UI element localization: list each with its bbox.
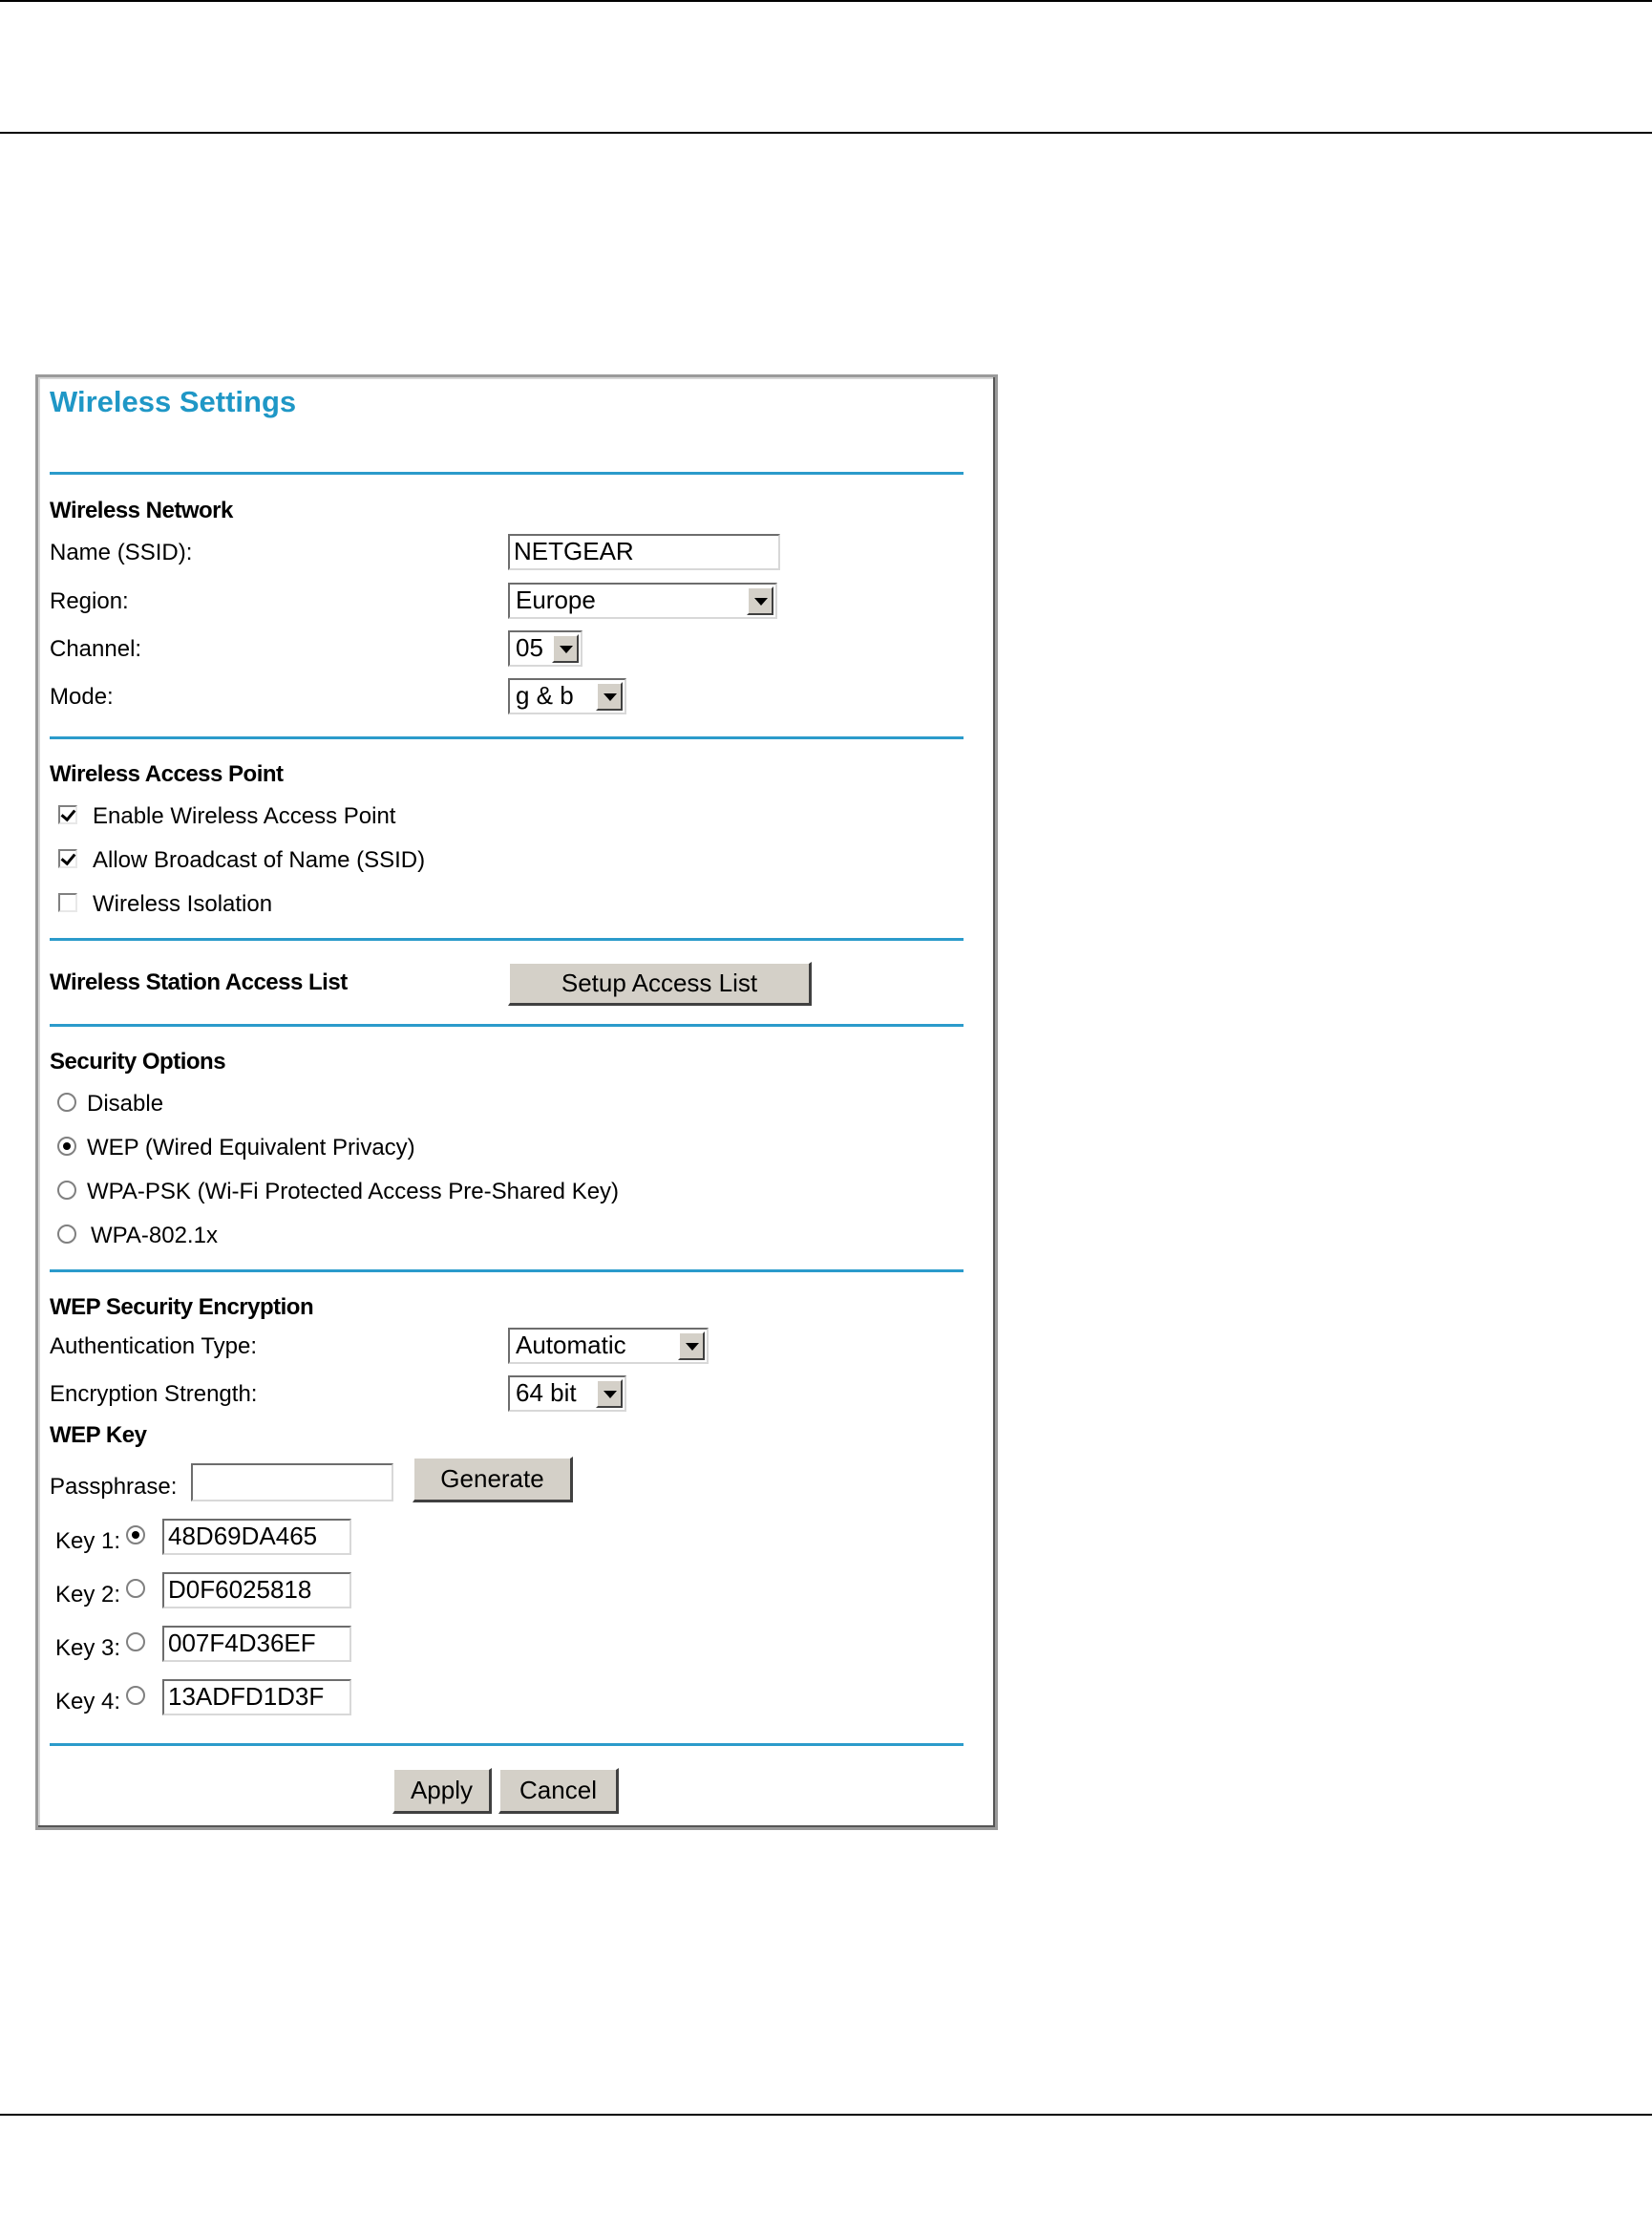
chevron-down-icon[interactable] — [596, 1379, 623, 1408]
channel-select[interactable] — [508, 630, 582, 667]
access-point-heading: Wireless Access Point — [50, 761, 284, 787]
passphrase-label: Passphrase: — [50, 1474, 178, 1500]
page-top-rule — [0, 0, 1652, 2]
mode-value: g & b — [516, 681, 574, 710]
auth-type-label: Authentication Type: — [50, 1333, 258, 1359]
security-options-heading: Security Options — [50, 1049, 226, 1075]
key-2-radio[interactable] — [126, 1579, 145, 1598]
channel-label: Channel: — [50, 636, 142, 662]
chevron-down-icon[interactable] — [747, 586, 773, 615]
key-2-label: Key 2: — [55, 1582, 121, 1608]
key-4-radio[interactable] — [126, 1686, 145, 1705]
security-wpa-8021x-radio[interactable] — [57, 1224, 76, 1244]
key-4-input[interactable]: 13ADFD1D3F — [162, 1679, 351, 1715]
chevron-down-icon[interactable] — [552, 634, 579, 663]
section-divider — [50, 736, 964, 739]
station-access-list-heading: Wireless Station Access List — [50, 969, 348, 995]
key-4-label: Key 4: — [55, 1689, 121, 1714]
broadcast-ssid-checkbox[interactable] — [58, 849, 77, 868]
region-select[interactable] — [508, 583, 777, 619]
security-disable-radio[interactable] — [57, 1093, 76, 1112]
key-3-input[interactable]: 007F4D36EF — [162, 1626, 351, 1662]
key-2-input[interactable]: D0F6025818 — [162, 1572, 351, 1608]
mode-select[interactable] — [508, 678, 626, 714]
wireless-isolation-label: Wireless Isolation — [93, 891, 273, 917]
generate-button[interactable]: Generate — [413, 1457, 573, 1502]
wireless-settings-panel — [35, 374, 998, 1830]
wep-encryption-heading: WEP Security Encryption — [50, 1294, 314, 1320]
enable-ap-checkbox[interactable] — [58, 805, 77, 824]
section-divider — [50, 472, 964, 475]
section-divider — [50, 1024, 964, 1027]
passphrase-input[interactable] — [191, 1463, 393, 1501]
security-wpa-8021x-label: WPA-802.1x — [91, 1223, 218, 1248]
security-wep-label: WEP (Wired Equivalent Privacy) — [87, 1135, 415, 1161]
encryption-strength-label: Encryption Strength: — [50, 1381, 258, 1407]
ssid-label: Name (SSID): — [50, 540, 193, 565]
security-wep-radio[interactable] — [57, 1137, 76, 1156]
key-3-label: Key 3: — [55, 1635, 121, 1661]
chevron-down-icon[interactable] — [678, 1331, 705, 1360]
region-value: Europe — [516, 586, 596, 614]
key-1-radio[interactable] — [126, 1525, 145, 1544]
section-divider — [50, 1269, 964, 1272]
region-label: Region: — [50, 588, 129, 614]
encryption-strength-value: 64 bit — [516, 1378, 577, 1407]
wireless-network-heading: Wireless Network — [50, 498, 233, 523]
page-footer-rule — [0, 2114, 1652, 2116]
page-title: Wireless Settings — [50, 385, 297, 418]
wep-key-heading: WEP Key — [50, 1422, 147, 1448]
ssid-input[interactable]: NETGEAR — [508, 534, 780, 570]
enable-ap-label: Enable Wireless Access Point — [93, 803, 396, 829]
mode-label: Mode: — [50, 684, 114, 710]
security-wpa-psk-radio[interactable] — [57, 1181, 76, 1200]
section-divider — [50, 1743, 964, 1746]
key-3-radio[interactable] — [126, 1632, 145, 1651]
key-1-input[interactable]: 48D69DA465 — [162, 1519, 351, 1555]
page-header-rule — [0, 132, 1652, 134]
channel-value: 05 — [516, 633, 543, 662]
security-wpa-psk-label: WPA-PSK (Wi-Fi Protected Access Pre-Shared Key) — [87, 1179, 620, 1204]
auth-type-select[interactable] — [508, 1328, 709, 1364]
broadcast-ssid-label: Allow Broadcast of Name (SSID) — [93, 847, 426, 873]
auth-type-value: Automatic — [516, 1331, 626, 1359]
chevron-down-icon[interactable] — [596, 682, 623, 711]
wireless-isolation-checkbox[interactable] — [58, 893, 77, 912]
security-disable-label: Disable — [87, 1091, 164, 1117]
encryption-strength-select[interactable] — [508, 1375, 626, 1412]
key-1-label: Key 1: — [55, 1528, 121, 1554]
cancel-button[interactable]: Cancel — [498, 1768, 619, 1814]
section-divider — [50, 938, 964, 941]
apply-button[interactable]: Apply — [392, 1768, 492, 1814]
setup-access-list-button[interactable]: Setup Access List — [508, 962, 812, 1006]
